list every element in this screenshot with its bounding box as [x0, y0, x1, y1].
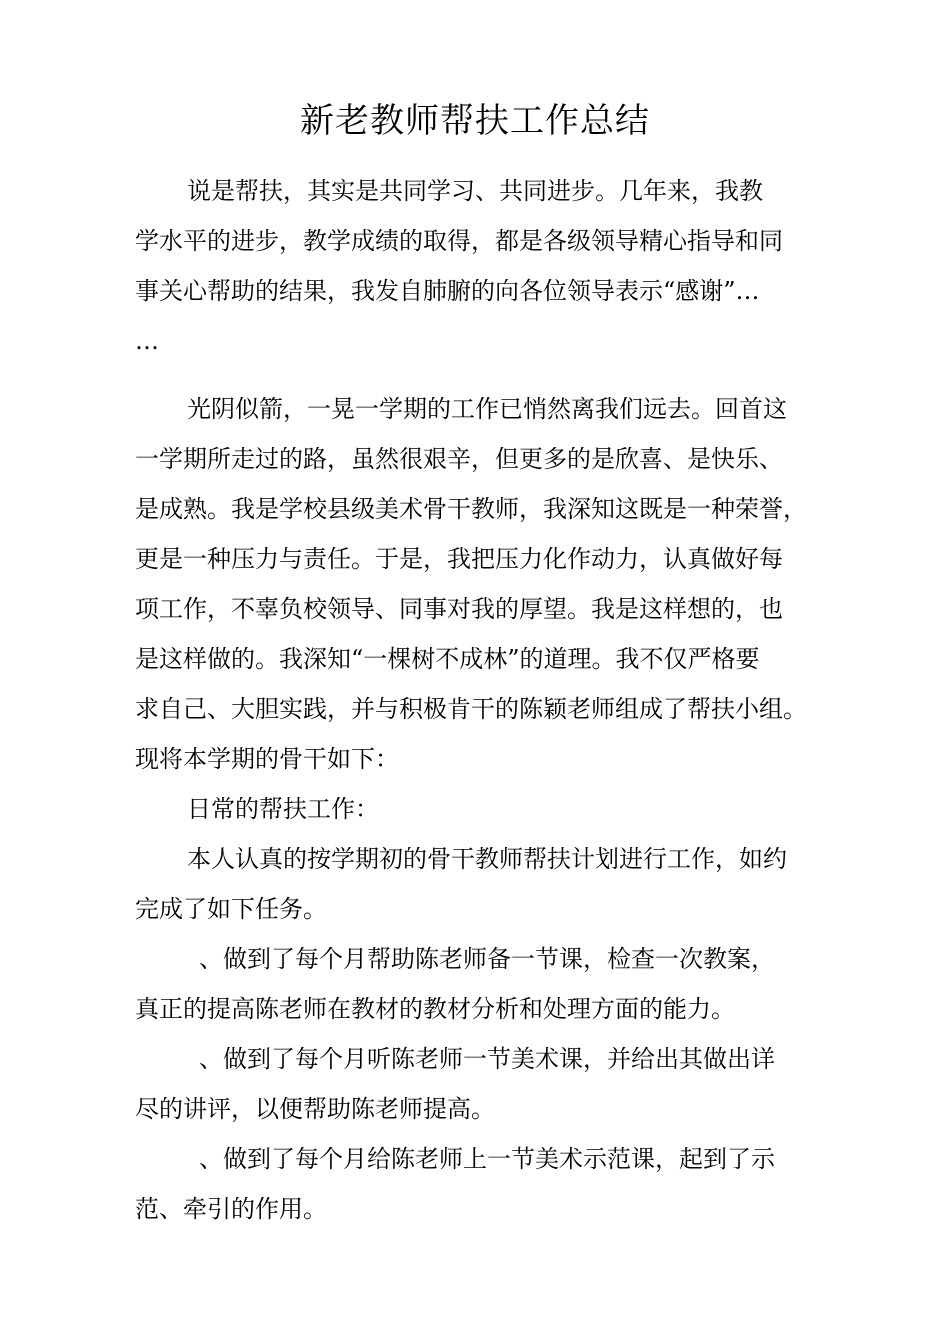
paragraph-line: 事关心帮助的结果，我发自肺腑的向各位领导表示“感谢”…: [135, 277, 760, 305]
document-body: [135, 166, 840, 1234]
paragraph-line: 求自己、大胆实践，并与积极肯干的陈颖老师组成了帮扶小组。: [135, 695, 807, 723]
list-item-line: 、做到了每个月听陈老师一节美术课，并给出其做出详: [199, 1045, 775, 1073]
list-item-line: 、做到了每个月帮助陈老师备一节课，检查一次教案，: [199, 945, 775, 973]
paragraph-line: 是这样做的。我深知“一棵树不成林”的道理。我不仅严格要: [135, 645, 760, 673]
paragraph-line: 项工作，不辜负校领导、同事对我的厚望。我是这样想的，也: [135, 595, 783, 623]
paragraph-line: 一学期所走过的路，虽然很艰辛，但更多的是欣喜、是快乐、: [135, 445, 783, 473]
paragraph-line: 学水平的进步，教学成绩的取得，都是各级领导精心指导和同: [135, 227, 783, 255]
paragraph-line: 本人认真的按学期初的骨干教师帮扶计划进行工作，如约: [187, 845, 787, 873]
paragraph-line: 更是一种压力与责任。于是，我把压力化作动力，认真做好每: [135, 545, 783, 573]
paragraph-line: 现将本学期的骨干如下：: [135, 745, 399, 773]
paragraph-line: 说是帮扶，其实是共同学习、共同进步。几年来，我教: [187, 177, 763, 205]
paragraph-spacer: [135, 366, 840, 384]
list-item-line: 、做到了每个月给陈老师上一节美术示范课，起到了示: [199, 1145, 775, 1173]
list-item-line: 尽的讲评，以便帮助陈老师提高。: [135, 1095, 495, 1123]
paragraph-line: 光阴似箭，一晃一学期的工作已悄然离我们远去。回首这: [187, 395, 787, 423]
section-heading: 日常的帮扶工作：: [187, 795, 379, 823]
document-title: 新老教师帮扶工作总结: [300, 101, 650, 141]
paragraph-line: 是成熟。我是学校县级美术骨干教师，我深知这既是一种荣誉，: [135, 495, 807, 523]
paragraph-line: …: [135, 327, 159, 355]
list-item-line: 范、牵引的作用。: [135, 1195, 327, 1223]
paragraph-line: 完成了如下任务。: [135, 895, 327, 923]
list-item-line: 真正的提高陈老师在教材的教材分析和处理方面的能力。: [135, 995, 735, 1023]
